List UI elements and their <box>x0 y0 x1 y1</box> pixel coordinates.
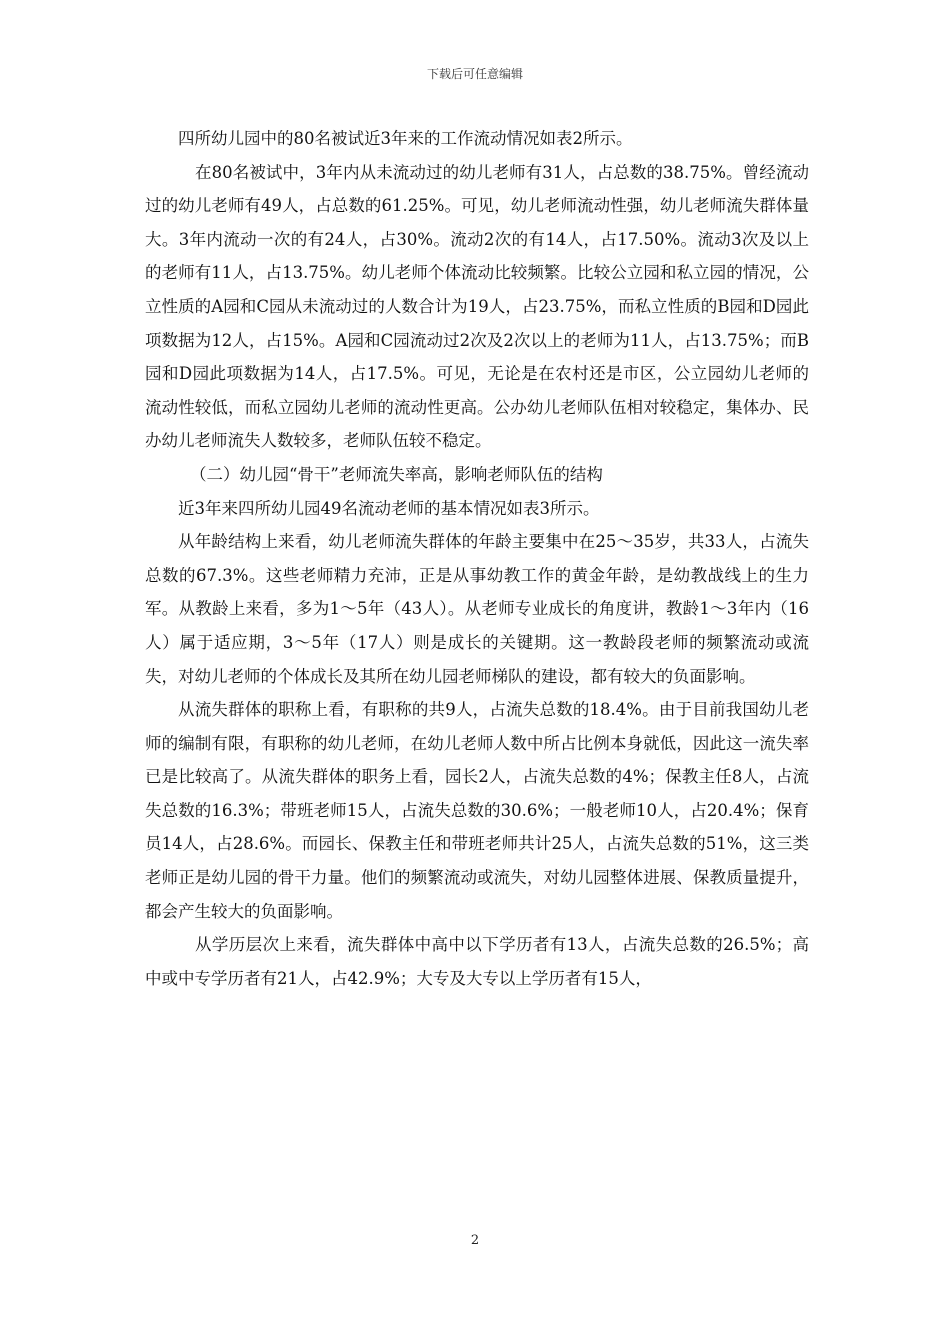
paragraph-intro: 四所幼儿园中的80名被试近3年来的工作流动情况如表2所示。 <box>178 129 633 148</box>
paragraph-age-structure: 从年龄结构上来看，幼儿老师流失群体的年龄主要集中在25～35岁，共33人，占流失总数的67.3%。这些老师精力充沛，正是从事幼教工作的黄金年龄，是幼教战线上的生力军。从教龄上来看，多为1～5年（43人）。从老师专业成长的角度讲，教龄1～3年内（16人）属于适应期，3～5年（17人）则是成长的关键期。这一教龄段老师的频繁流动或流失，对幼儿老师的个体成长及其所在幼儿园老师梯队的建设，都有较大的负面影响。 <box>145 532 809 686</box>
paragraph-education-level: 从学历层次上来看，流失群体中高中以下学历者有13人，占流失总数的26.5%；高中或中专学历者有21人，占42.9%；大专及大专以上学历者有15人， <box>145 935 809 988</box>
page-number: 2 <box>470 1233 480 1248</box>
page-header: 下载后可任意编辑 <box>426 67 523 81</box>
paragraph-title-position: 从流失群体的职称上看，有职称的共9人，占流失总数的18.4%。由于目前我国幼儿老师的编制有限，有职称的幼儿老师，在幼儿老师人数中所占比例本身就低，因此这一流失率已是比较高了。从流失群体的职务上看，园长2人，占流失总数的4%；保教主任8人，占流失总数的16.3%；带班老师15人，占流失总数的30.6%；一般老师10人，占20.4%；保育员14人，占28.6%。而园长、保教主任和带班老师共计25人，占流失总数的51%，这三类老师正是幼儿园的骨干力量。他们的频繁流动或流失，对幼儿园整体进展、保教质量提升，都会产生较大的负面影响。 <box>145 700 809 921</box>
paragraph-table3-intro: 近3年来四所幼儿园49名流动老师的基本情况如表3所示。 <box>178 498 600 518</box>
section-heading: （二）幼儿园“骨干”老师流失率高，影响老师队伍的结构 <box>190 464 603 484</box>
paragraph-mobility-stats: 在80名被试中，3年内从未流动过的幼儿老师有31人，占总数的38.75%。曾经流动过的幼儿老师有49人，占总数的61.25%。可见，幼儿老师流动性强，幼儿老师流失群体量大。3年内流动一次的有24人，占30%。流动2次的有14人，占17.50%。流动3次及以上的老师有11人，占13.75%。幼儿老师个体流动比较频繁。比较公立园和私立园的情况，公立性质的A园和C园从未流动过的人数合计为19人，占23.75%，而私立性质的B园和D园此项数据为12人，占15%。A园和C园流动过2次及2次以上的老师为11人，占13.75%；而B园和D园此项数据为14人，占17.5%。可见，无论是在农村还是市区，公立园幼儿老师的流动性较低，而私立园幼儿老师的流动性更高。公办幼儿老师队伍相对较稳定，集体办、民办幼儿老师流失人数较多，老师队伍较不稳定。 <box>145 162 809 451</box>
document-body <box>145 122 809 995</box>
